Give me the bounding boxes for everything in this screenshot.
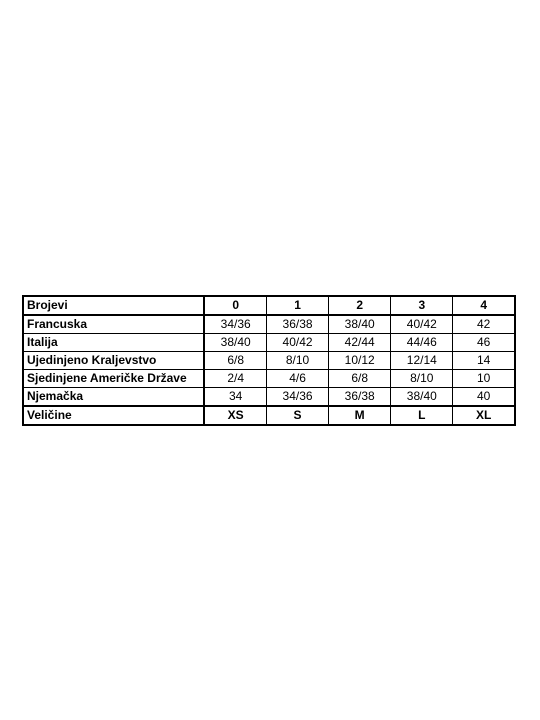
table-cell: 40 (453, 388, 515, 407)
header-label: Brojevi (23, 296, 204, 315)
size-cell: XS (204, 406, 266, 425)
table-cell: 36/38 (266, 315, 328, 334)
table-cell: 42 (453, 315, 515, 334)
table-row (23, 334, 515, 352)
table-cell: 10/12 (329, 352, 391, 370)
table-footer-row (23, 406, 515, 425)
table-cell: 8/10 (266, 352, 328, 370)
row-label: Ujedinjeno Kraljevstvo (23, 352, 204, 370)
table-row (23, 370, 515, 388)
table-cell: 36/38 (329, 388, 391, 407)
table-cell: 12/14 (391, 352, 453, 370)
table-cell: 34/36 (204, 315, 266, 334)
table-cell: 38/40 (329, 315, 391, 334)
footer-label: Veličine (23, 406, 204, 425)
table-row (23, 352, 515, 370)
row-label: Njemačka (23, 388, 204, 407)
table-cell: 38/40 (391, 388, 453, 407)
table-cell: 10 (453, 370, 515, 388)
table-cell: 40/42 (391, 315, 453, 334)
table-cell: 6/8 (329, 370, 391, 388)
table-row (23, 388, 515, 407)
table-cell: 34/36 (266, 388, 328, 407)
table-header-row (23, 296, 515, 315)
header-cell: 0 (204, 296, 266, 315)
table-cell: 40/42 (266, 334, 328, 352)
table-cell: 4/6 (266, 370, 328, 388)
table-row (23, 315, 515, 334)
size-cell: L (391, 406, 453, 425)
table-cell: 44/46 (391, 334, 453, 352)
size-cell: M (329, 406, 391, 425)
size-cell: XL (453, 406, 515, 425)
table-cell: 14 (453, 352, 515, 370)
table-cell: 38/40 (204, 334, 266, 352)
table-cell: 46 (453, 334, 515, 352)
row-label: Sjedinjene Američke Države (23, 370, 204, 388)
table-cell: 6/8 (204, 352, 266, 370)
table-cell: 2/4 (204, 370, 266, 388)
row-label: Italija (23, 334, 204, 352)
header-cell: 2 (329, 296, 391, 315)
header-cell: 4 (453, 296, 515, 315)
header-cell: 1 (266, 296, 328, 315)
size-cell: S (266, 406, 328, 425)
row-label: Francuska (23, 315, 204, 334)
header-cell: 3 (391, 296, 453, 315)
size-chart-table (22, 295, 516, 426)
table-cell: 42/44 (329, 334, 391, 352)
table-cell: 8/10 (391, 370, 453, 388)
table-cell: 34 (204, 388, 266, 407)
